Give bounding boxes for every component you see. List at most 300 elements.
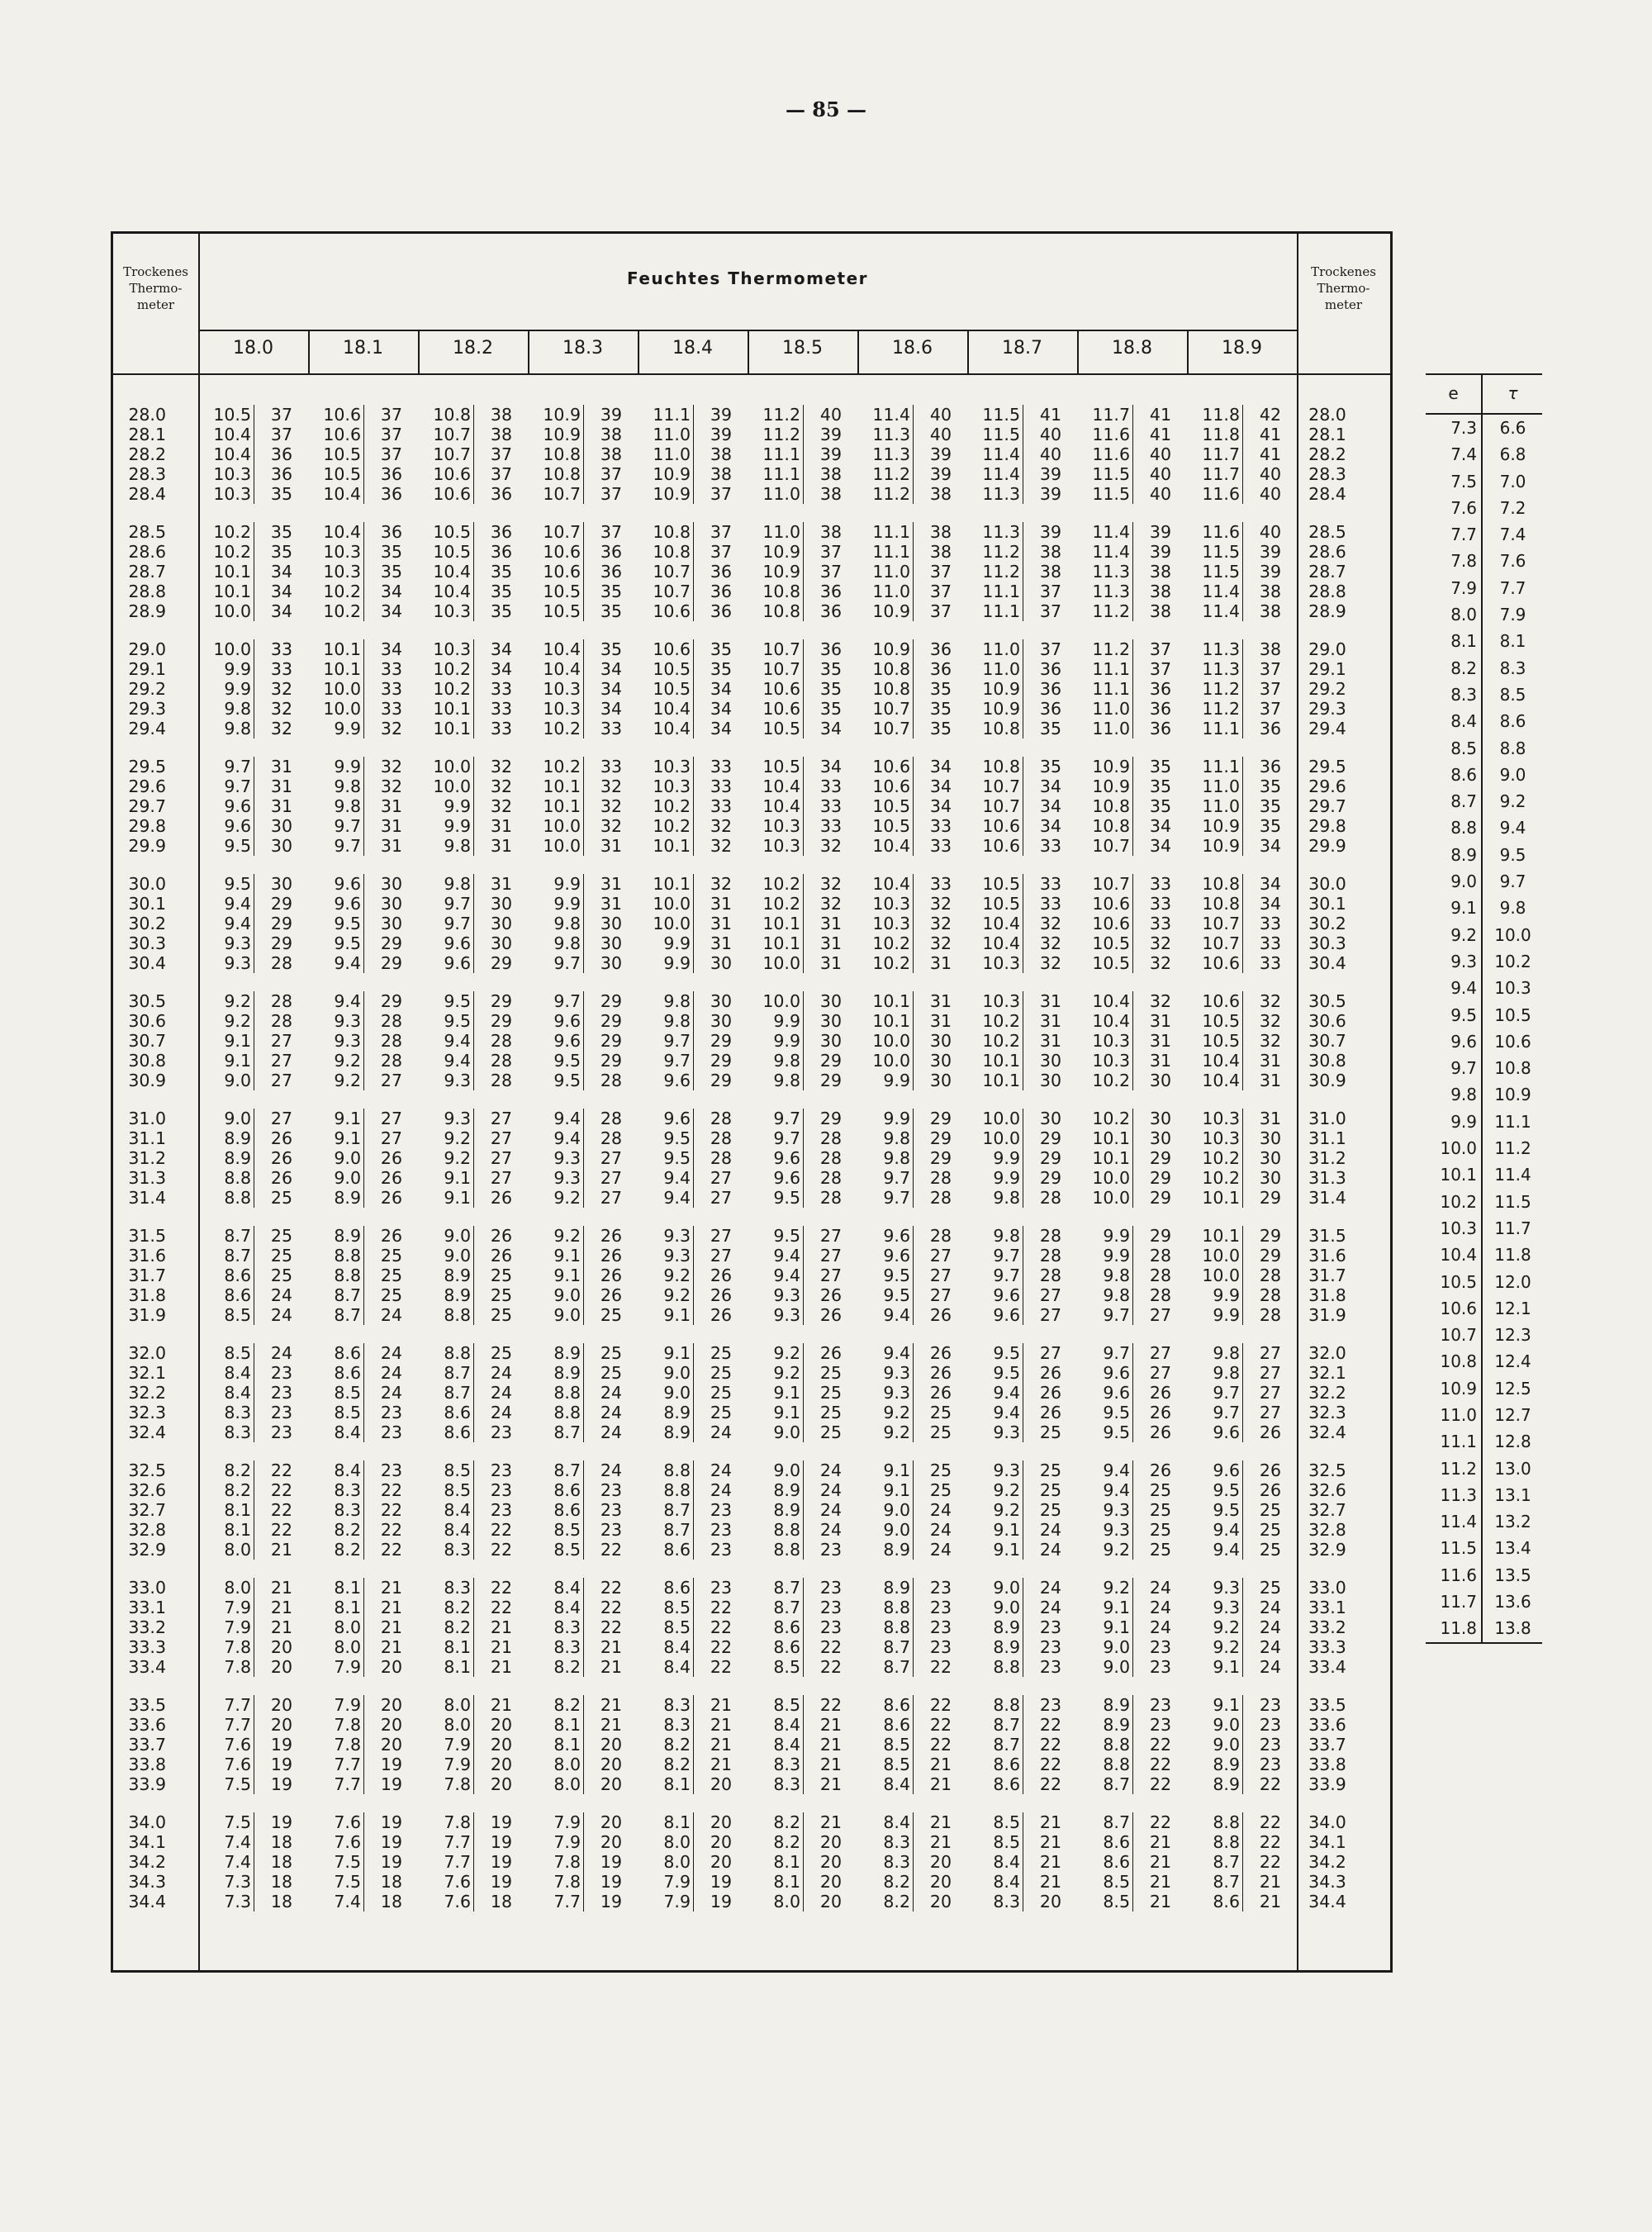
humidity-value: 24 <box>600 1383 622 1403</box>
dry-temp-left: 29.9 <box>128 836 166 856</box>
humidity-value: 21 <box>929 1832 952 1852</box>
side-e-value: 8.5 <box>1450 738 1477 758</box>
vapor-pressure-value: 8.2 <box>315 1520 364 1540</box>
vapor-pressure-value: 9.4 <box>1194 1520 1243 1540</box>
vapor-pressure-value: 9.9 <box>205 679 254 699</box>
vapor-pressure-value: 9.2 <box>534 1226 584 1246</box>
vapor-pressure-value: 8.9 <box>974 1637 1023 1657</box>
table-row <box>113 1578 1390 1598</box>
humidity-value: 20 <box>600 1812 622 1832</box>
vapor-pressure-value: 10.0 <box>754 991 804 1011</box>
side-table-row <box>1426 655 1542 681</box>
humidity-value: 30 <box>600 933 622 953</box>
humidity-value: 26 <box>490 1226 512 1246</box>
vapor-pressure-value: 7.5 <box>315 1852 364 1872</box>
humidity-value: 30 <box>1039 1051 1061 1071</box>
vapor-pressure-value: 10.9 <box>974 699 1023 719</box>
humidity-value: 25 <box>1039 1500 1061 1520</box>
side-tau-value: 12.7 <box>1494 1404 1531 1425</box>
humidity-value: 19 <box>600 1852 622 1872</box>
humidity-value: 39 <box>1039 484 1061 504</box>
humidity-value: 21 <box>819 1715 842 1735</box>
humidity-value: 31 <box>1149 1011 1171 1031</box>
vapor-pressure-value: 10.0 <box>974 1128 1023 1148</box>
vapor-pressure-value: 9.0 <box>315 1168 364 1188</box>
humidity-value: 28 <box>380 1031 402 1051</box>
vapor-pressure-value: 8.9 <box>315 1188 364 1208</box>
vapor-pressure-value: 8.2 <box>644 1735 694 1755</box>
table-block <box>113 874 1390 973</box>
humidity-value: 30 <box>380 914 402 933</box>
humidity-value: 37 <box>380 405 402 425</box>
vapor-pressure-value: 10.0 <box>425 757 474 776</box>
humidity-value: 24 <box>710 1480 732 1500</box>
humidity-value: 23 <box>380 1403 402 1422</box>
vapor-pressure-value: 8.2 <box>644 1755 694 1774</box>
humidity-value: 24 <box>270 1285 292 1305</box>
vapor-pressure-value: 8.6 <box>205 1285 254 1305</box>
vapor-pressure-value: 9.5 <box>205 874 254 894</box>
humidity-value: 33 <box>490 679 512 699</box>
side-e-value: 11.5 <box>1440 1538 1477 1559</box>
dry-temp-left: 29.7 <box>128 796 166 816</box>
side-tau-value: 13.6 <box>1494 1592 1531 1612</box>
vapor-pressure-value: 8.7 <box>1084 1812 1133 1832</box>
humidity-value: 33 <box>380 679 402 699</box>
humidity-value: 35 <box>600 639 622 659</box>
humidity-value: 33 <box>490 699 512 719</box>
vapor-pressure-value: 9.0 <box>534 1305 584 1325</box>
vapor-pressure-value: 10.3 <box>974 953 1023 973</box>
humidity-value: 30 <box>1259 1128 1281 1148</box>
side-table-row <box>1426 868 1542 895</box>
dry-temp-right: 30.1 <box>1308 894 1346 914</box>
humidity-value: 20 <box>490 1755 512 1774</box>
humidity-value: 23 <box>1039 1695 1061 1715</box>
vapor-pressure-value: 8.9 <box>534 1343 584 1363</box>
vapor-pressure-value: 10.4 <box>315 522 364 542</box>
vapor-pressure-value: 8.1 <box>644 1812 694 1832</box>
humidity-value: 34 <box>490 639 512 659</box>
humidity-value: 31 <box>600 894 622 914</box>
humidity-value: 34 <box>600 699 622 719</box>
wet-column-header: 18.8 <box>1112 338 1152 359</box>
humidity-value: 26 <box>1039 1403 1061 1422</box>
side-e-value: 10.7 <box>1440 1325 1477 1346</box>
vapor-pressure-value: 8.9 <box>425 1266 474 1285</box>
side-e-value: 11.6 <box>1440 1565 1477 1585</box>
vapor-pressure-value: 10.1 <box>864 991 914 1011</box>
humidity-value: 28 <box>929 1168 952 1188</box>
dry-temp-left: 32.9 <box>128 1540 166 1560</box>
vapor-pressure-value: 11.7 <box>1194 444 1243 464</box>
humidity-value: 40 <box>1259 484 1281 504</box>
side-tau-value: 11.5 <box>1494 1191 1531 1212</box>
vapor-pressure-value: 11.7 <box>1194 464 1243 484</box>
vapor-pressure-value: 9.5 <box>534 1071 584 1090</box>
humidity-value: 35 <box>1039 757 1061 776</box>
humidity-value: 38 <box>819 484 842 504</box>
vapor-pressure-value: 7.9 <box>644 1892 694 1911</box>
vapor-pressure-value: 9.8 <box>534 933 584 953</box>
table-block <box>113 1343 1390 1442</box>
humidity-value: 37 <box>1039 582 1061 601</box>
dry-temp-left: 29.2 <box>128 679 166 699</box>
vapor-pressure-value: 8.8 <box>1084 1735 1133 1755</box>
vapor-pressure-value: 9.0 <box>644 1363 694 1383</box>
vapor-pressure-value: 10.7 <box>1084 874 1133 894</box>
vapor-pressure-value: 10.9 <box>754 562 804 582</box>
side-tau-value: 11.7 <box>1494 1218 1531 1238</box>
vapor-pressure-value: 8.6 <box>754 1637 804 1657</box>
humidity-value: 25 <box>380 1285 402 1305</box>
humidity-value: 24 <box>1039 1540 1061 1560</box>
humidity-value: 18 <box>380 1892 402 1911</box>
vapor-pressure-value: 11.1 <box>1194 719 1243 738</box>
vapor-pressure-value: 9.0 <box>205 1071 254 1090</box>
vapor-pressure-value: 9.7 <box>534 953 584 973</box>
vapor-pressure-value: 9.6 <box>534 1031 584 1051</box>
vapor-pressure-value: 10.4 <box>205 425 254 444</box>
vapor-pressure-value: 11.0 <box>1084 699 1133 719</box>
vapor-pressure-value: 11.8 <box>1194 405 1243 425</box>
vapor-pressure-value: 9.7 <box>205 757 254 776</box>
side-e-value: 8.3 <box>1450 684 1477 705</box>
humidity-value: 32 <box>819 874 842 894</box>
vapor-pressure-value: 8.5 <box>864 1755 914 1774</box>
dry-temp-left: 28.7 <box>128 562 166 582</box>
vapor-pressure-value: 8.7 <box>205 1226 254 1246</box>
dry-temp-right: 28.2 <box>1308 444 1346 464</box>
vapor-pressure-value: 10.2 <box>864 933 914 953</box>
vapor-pressure-value: 9.0 <box>534 1285 584 1305</box>
vapor-pressure-value: 9.3 <box>644 1246 694 1266</box>
dry-temp-left: 31.0 <box>128 1109 166 1128</box>
vapor-pressure-value: 8.7 <box>644 1520 694 1540</box>
header-line: meter <box>1324 297 1363 312</box>
side-e-value: 9.7 <box>1450 1058 1477 1079</box>
side-tau-value: 6.8 <box>1499 444 1526 465</box>
humidity-value: 38 <box>600 444 622 464</box>
humidity-value: 21 <box>380 1637 402 1657</box>
humidity-value: 21 <box>490 1637 512 1657</box>
humidity-value: 35 <box>1259 816 1281 836</box>
humidity-value: 25 <box>490 1266 512 1285</box>
vapor-pressure-value: 11.1 <box>974 601 1023 621</box>
humidity-value: 22 <box>1039 1755 1061 1774</box>
side-table-row <box>1426 1269 1542 1295</box>
humidity-value: 28 <box>1149 1285 1171 1305</box>
humidity-value: 22 <box>819 1657 842 1677</box>
page-number: — 85 — <box>785 97 867 121</box>
humidity-value: 19 <box>380 1755 402 1774</box>
vapor-pressure-value: 11.4 <box>1194 601 1243 621</box>
vapor-pressure-value: 9.2 <box>864 1422 914 1442</box>
humidity-value: 35 <box>1149 757 1171 776</box>
humidity-value: 37 <box>1259 659 1281 679</box>
vapor-pressure-value: 9.7 <box>315 836 364 856</box>
humidity-value: 39 <box>929 444 952 464</box>
humidity-value: 20 <box>929 1872 952 1892</box>
humidity-value: 23 <box>1259 1715 1281 1735</box>
humidity-value: 30 <box>600 953 622 973</box>
vapor-pressure-value: 10.3 <box>1194 1128 1243 1148</box>
humidity-value: 37 <box>490 464 512 484</box>
humidity-value: 32 <box>929 933 952 953</box>
vapor-pressure-value: 11.2 <box>864 464 914 484</box>
vapor-pressure-value: 7.7 <box>315 1774 364 1794</box>
humidity-value: 22 <box>270 1460 292 1480</box>
side-table-row <box>1426 681 1542 708</box>
humidity-value: 35 <box>1259 796 1281 816</box>
side-tau-value: 7.6 <box>1499 551 1526 572</box>
humidity-value: 26 <box>1149 1383 1171 1403</box>
vapor-pressure-value: 10.0 <box>644 894 694 914</box>
vapor-pressure-value: 11.5 <box>974 425 1023 444</box>
humidity-value: 27 <box>1259 1363 1281 1383</box>
humidity-value: 33 <box>819 776 842 796</box>
vapor-pressure-value: 10.8 <box>644 522 694 542</box>
humidity-value: 38 <box>819 522 842 542</box>
vapor-pressure-value: 9.7 <box>864 1188 914 1208</box>
vapor-pressure-value: 10.1 <box>864 1011 914 1031</box>
vapor-pressure-value: 9.1 <box>974 1520 1023 1540</box>
vapor-pressure-value: 10.9 <box>1194 836 1243 856</box>
vapor-pressure-value: 10.3 <box>644 757 694 776</box>
humidity-value: 19 <box>490 1812 512 1832</box>
humidity-value: 34 <box>1039 816 1061 836</box>
humidity-value: 22 <box>270 1500 292 1520</box>
vapor-pressure-value: 10.1 <box>1084 1128 1133 1148</box>
vapor-pressure-value: 8.1 <box>315 1578 364 1598</box>
humidity-value: 29 <box>1039 1168 1061 1188</box>
humidity-value: 37 <box>380 444 402 464</box>
humidity-value: 23 <box>490 1422 512 1442</box>
vapor-pressure-value: 9.0 <box>1084 1657 1133 1677</box>
vapor-pressure-value: 11.2 <box>1194 699 1243 719</box>
humidity-value: 36 <box>490 542 512 562</box>
dry-temp-left: 32.3 <box>128 1403 166 1422</box>
vapor-pressure-value: 7.6 <box>315 1812 364 1832</box>
humidity-value: 30 <box>270 816 292 836</box>
humidity-value: 28 <box>929 1188 952 1208</box>
humidity-value: 20 <box>710 1832 732 1852</box>
humidity-value: 26 <box>1149 1422 1171 1442</box>
vapor-pressure-value: 10.4 <box>864 874 914 894</box>
humidity-value: 29 <box>1259 1246 1281 1266</box>
dry-temp-right: 29.9 <box>1308 836 1346 856</box>
humidity-value: 24 <box>270 1305 292 1325</box>
vapor-pressure-value: 9.9 <box>1084 1226 1133 1246</box>
vapor-pressure-value: 8.3 <box>534 1617 584 1637</box>
humidity-value: 19 <box>380 1852 402 1872</box>
vapor-pressure-value: 8.7 <box>974 1715 1023 1735</box>
humidity-value: 27 <box>380 1071 402 1090</box>
dry-temp-right: 28.0 <box>1308 405 1346 425</box>
vapor-pressure-value: 10.2 <box>974 1011 1023 1031</box>
vapor-pressure-value: 8.9 <box>315 1226 364 1246</box>
humidity-value: 33 <box>1259 914 1281 933</box>
dry-temp-right: 31.5 <box>1308 1226 1346 1246</box>
side-tau-value: 12.1 <box>1494 1298 1531 1318</box>
vapor-pressure-value: 8.3 <box>974 1892 1023 1911</box>
side-table-row <box>1426 628 1542 654</box>
vapor-pressure-value: 10.2 <box>754 894 804 914</box>
humidity-value: 31 <box>929 953 952 973</box>
humidity-value: 22 <box>1149 1755 1171 1774</box>
header-line: Trockenes <box>1311 264 1376 279</box>
humidity-value: 26 <box>929 1363 952 1383</box>
vapor-pressure-value: 10.6 <box>534 542 584 562</box>
vapor-pressure-value: 10.4 <box>425 582 474 601</box>
side-table-row <box>1426 1508 1542 1535</box>
humidity-value: 20 <box>490 1715 512 1735</box>
humidity-value: 22 <box>380 1500 402 1520</box>
vapor-pressure-value: 11.0 <box>644 425 694 444</box>
vapor-pressure-value: 9.7 <box>974 1266 1023 1285</box>
humidity-value: 28 <box>929 1226 952 1246</box>
vapor-pressure-value: 8.7 <box>205 1246 254 1266</box>
vapor-pressure-value: 10.8 <box>864 679 914 699</box>
humidity-value: 36 <box>1259 757 1281 776</box>
humidity-value: 26 <box>1039 1383 1061 1403</box>
vapor-pressure-value: 9.2 <box>644 1285 694 1305</box>
vapor-pressure-value: 8.4 <box>644 1637 694 1657</box>
vapor-pressure-value: 7.9 <box>315 1695 364 1715</box>
humidity-value: 34 <box>929 757 952 776</box>
dry-temp-left: 34.0 <box>128 1812 166 1832</box>
humidity-value: 37 <box>1259 699 1281 719</box>
side-tau-value: 8.3 <box>1499 658 1526 678</box>
humidity-value: 19 <box>600 1892 622 1911</box>
table-block <box>113 1695 1390 1794</box>
vapor-pressure-value: 10.0 <box>1084 1168 1133 1188</box>
side-e-value: 8.8 <box>1450 818 1477 838</box>
humidity-value: 29 <box>929 1148 952 1168</box>
humidity-value: 39 <box>1259 542 1281 562</box>
vapor-pressure-value: 9.9 <box>315 757 364 776</box>
vapor-pressure-value: 9.1 <box>754 1383 804 1403</box>
dry-temp-left: 33.3 <box>128 1637 166 1657</box>
humidity-value: 22 <box>819 1695 842 1715</box>
vapor-pressure-value: 8.2 <box>205 1460 254 1480</box>
table-row <box>113 601 1390 621</box>
vapor-pressure-value: 9.6 <box>425 953 474 973</box>
vapor-pressure-value: 8.4 <box>205 1383 254 1403</box>
vapor-pressure-value: 10.8 <box>864 659 914 679</box>
vapor-pressure-value: 10.3 <box>754 816 804 836</box>
vapor-pressure-value: 8.0 <box>534 1755 584 1774</box>
humidity-value: 21 <box>1039 1872 1061 1892</box>
side-e-value: 7.5 <box>1450 471 1477 492</box>
vapor-pressure-value: 11.2 <box>754 405 804 425</box>
side-tau-value: 9.0 <box>1499 764 1526 785</box>
humidity-value: 22 <box>1039 1774 1061 1794</box>
side-e-value: 7.9 <box>1450 577 1477 598</box>
vapor-pressure-value: 10.8 <box>1194 894 1243 914</box>
vapor-pressure-value: 9.8 <box>864 1128 914 1148</box>
vapor-pressure-value: 8.6 <box>864 1715 914 1735</box>
humidity-value: 25 <box>270 1246 292 1266</box>
humidity-value: 38 <box>490 405 512 425</box>
vapor-pressure-value: 8.9 <box>425 1285 474 1305</box>
vapor-pressure-value: 10.3 <box>315 542 364 562</box>
humidity-value: 37 <box>929 601 952 621</box>
dry-temp-right: 33.7 <box>1308 1735 1346 1755</box>
humidity-value: 38 <box>710 444 732 464</box>
humidity-value: 31 <box>819 914 842 933</box>
vapor-pressure-value: 8.8 <box>425 1305 474 1325</box>
humidity-value: 38 <box>600 425 622 444</box>
side-e-value: 7.4 <box>1450 444 1477 465</box>
humidity-value: 35 <box>819 699 842 719</box>
humidity-value: 25 <box>270 1188 292 1208</box>
side-table-row <box>1426 762 1542 788</box>
vapor-pressure-value: 8.6 <box>1084 1832 1133 1852</box>
side-e-value: 11.0 <box>1440 1404 1477 1425</box>
humidity-value: 28 <box>1039 1246 1061 1266</box>
humidity-value: 36 <box>600 562 622 582</box>
humidity-value: 23 <box>380 1460 402 1480</box>
table-row <box>113 1246 1390 1266</box>
dry-temp-left: 28.0 <box>128 405 166 425</box>
vapor-pressure-value: 9.7 <box>425 894 474 914</box>
humidity-value: 21 <box>1149 1832 1171 1852</box>
table-row <box>113 816 1390 836</box>
humidity-value: 33 <box>819 796 842 816</box>
dry-temp-left: 30.2 <box>128 914 166 933</box>
humidity-value: 34 <box>710 699 732 719</box>
vapor-pressure-value: 9.0 <box>1194 1735 1243 1755</box>
dry-temp-right: 33.0 <box>1308 1578 1346 1598</box>
humidity-value: 39 <box>600 405 622 425</box>
humidity-value: 22 <box>1149 1812 1171 1832</box>
vapor-pressure-value: 10.9 <box>864 639 914 659</box>
table-row <box>113 1168 1390 1188</box>
dry-temp-left: 33.6 <box>128 1715 166 1735</box>
vapor-pressure-value: 9.3 <box>205 953 254 973</box>
vapor-pressure-value: 9.7 <box>864 1168 914 1188</box>
vapor-pressure-value: 8.4 <box>425 1500 474 1520</box>
dry-temp-left: 28.2 <box>128 444 166 464</box>
humidity-value: 20 <box>270 1657 292 1677</box>
dry-temp-right: 32.1 <box>1308 1363 1346 1383</box>
vapor-pressure-value: 10.7 <box>425 425 474 444</box>
humidity-value: 26 <box>929 1305 952 1325</box>
vapor-pressure-value: 9.2 <box>205 1011 254 1031</box>
vapor-pressure-value: 8.5 <box>1084 1872 1133 1892</box>
vapor-pressure-value: 9.9 <box>974 1168 1023 1188</box>
vapor-pressure-value: 10.6 <box>754 679 804 699</box>
vapor-pressure-value: 9.2 <box>425 1148 474 1168</box>
humidity-value: 30 <box>490 933 512 953</box>
vapor-pressure-value: 10.8 <box>1084 816 1133 836</box>
vapor-pressure-value: 10.3 <box>974 991 1023 1011</box>
vapor-pressure-value: 11.1 <box>754 444 804 464</box>
humidity-value: 25 <box>490 1285 512 1305</box>
side-table-row <box>1426 895 1542 921</box>
humidity-value: 32 <box>380 719 402 738</box>
side-e-value: 8.9 <box>1450 844 1477 865</box>
vapor-pressure-value: 10.0 <box>205 639 254 659</box>
side-tau-value: 7.7 <box>1499 577 1526 598</box>
vapor-pressure-value: 11.3 <box>1194 639 1243 659</box>
humidity-value: 40 <box>1259 464 1281 484</box>
humidity-value: 30 <box>1259 1148 1281 1168</box>
humidity-value: 23 <box>600 1500 622 1520</box>
vapor-pressure-value: 7.6 <box>425 1872 474 1892</box>
humidity-value: 40 <box>929 405 952 425</box>
